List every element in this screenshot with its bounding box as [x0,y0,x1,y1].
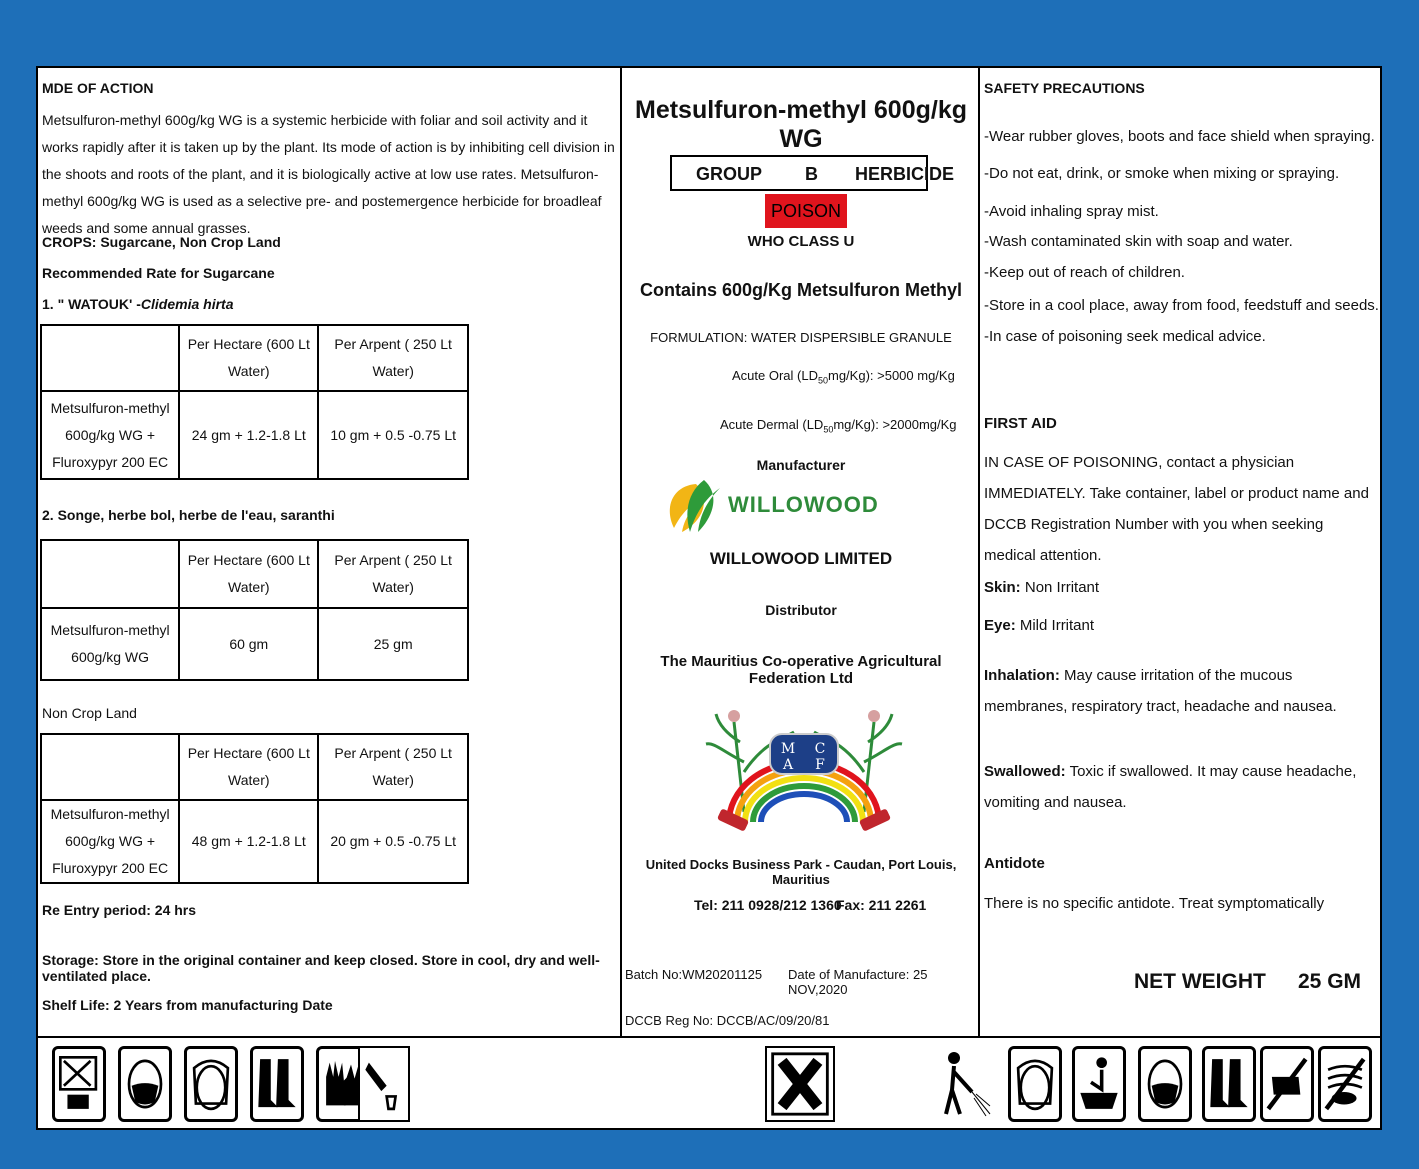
empty-header [41,325,179,391]
distributor-label: Distributor [765,602,837,618]
hectare-cell: 60 gm [179,608,318,680]
safety-item: -Avoid inhaling spray mist. [984,203,1159,220]
manufacturer-label: Manufacturer [756,457,846,473]
willowood-logo [662,476,892,538]
face-shield-icon [1008,1046,1062,1122]
product-cell: Metsulfuron-methyl 600g/kg WG + Fluroxypyr 200 EC [41,800,179,883]
arpent-cell: 25 gm [318,608,468,680]
eye-label: Eye: [984,617,1016,634]
face-mask-icon [118,1046,172,1122]
antidote-title: Antidote [984,855,1045,872]
mcaf-logo-icon [704,702,904,838]
header-arpent: Per Arpent ( 250 Lt Water) [318,325,468,391]
arpent-cell: 10 gm + 0.5 -0.75 Lt [318,391,468,479]
net-weight-label: NET WEIGHT [1134,970,1266,993]
dermal-b: mg/Kg): >2000mg/Kg [833,417,957,432]
noncrop-title: Non Crop Land [42,705,137,721]
safety-title: SAFETY PRECAUTIONS [984,80,1145,96]
safety-item: -Keep out of reach of children. [984,264,1185,281]
arpent-cell: 20 gm + 0.5 -0.75 Lt [318,800,468,883]
wash-hands-icon [1072,1046,1126,1122]
weed-1-name: Clidemia hirta [140,296,234,312]
header-arpent: Per Arpent ( 250 Lt Water) [318,734,468,800]
empty-header [41,734,179,800]
skin-value: Non Irritant [1020,579,1100,596]
weed-1-prefix: 1. " WATOUK' - [42,296,141,312]
safety-item: -Wash contaminated skin with soap and water. [984,233,1293,250]
safety-item: -Wear rubber gloves, boots and face shield when spraying. [984,128,1375,145]
distributor-name: The Mauritius Co-operative Agricultural Federation Ltd [660,653,942,687]
leaf-logo-icon [662,476,724,538]
oral-sub: 50 [817,375,828,386]
who-class: WHO CLASS U [747,233,855,250]
boots-icon [1202,1046,1256,1122]
left-column [38,68,622,1036]
contains-line: Contains 600g/Kg Metsulfuron Methyl [639,280,963,300]
acute-dermal [720,417,957,435]
group-type: HERBICIDE [855,164,955,184]
mcaf-letter: C [814,741,826,757]
weed-1 [42,296,234,312]
dermal-sub: 50 [823,424,834,435]
hectare-cell: 24 gm + 1.2-1.8 Lt [179,391,318,479]
product-cell: Metsulfuron-methyl 600g/kg WG [41,608,179,680]
inhalation-line [984,660,1376,722]
oral-a: Acute Oral (LD [732,368,818,383]
safety-item: -Store in a cool place, away from food, feedstuff and seeds. [984,297,1379,314]
batch-number: Batch No:WM20201125 [625,967,763,982]
product-cell: Metsulfuron-methyl 600g/kg WG + Fluroxypyr 200 EC [41,391,179,479]
eye-value: Mild Irritant [1015,617,1095,634]
swallowed-label: Swallowed: [984,763,1066,780]
header-arpent: Per Arpent ( 250 Lt Water) [318,540,468,608]
no-fish-icon [1318,1046,1372,1122]
formulation: FORMULATION: WATER DISPERSIBLE GRANULE [650,330,952,345]
header-hectare: Per Hectare (600 Lt Water) [179,325,318,391]
antidote-text: There is no specific antidote. Treat symptomatically [984,895,1325,912]
manufacture-date: Date of Manufacture: 25 NOV,2020 [788,967,928,997]
right-column [980,68,1382,1036]
poison-badge: POISON [765,194,847,228]
rate-table-1 [40,324,469,480]
group-box [670,155,955,191]
pictogram-strip [38,1036,1380,1132]
storage-lock-icon [52,1046,106,1122]
first-aid-text: IN CASE OF POISONING, contact a physician IMMEDIATELY. Take container, label or product name and DCCB Registration Number with you when seeking medical attention. [984,454,1369,564]
first-aid-title: FIRST AID [984,415,1057,432]
crops-line: CROPS: Sugarcane, Non Crop Land [42,234,281,250]
safety-item: -In case of poisoning seek medical advice. [984,328,1266,345]
rate-table-2 [40,539,469,681]
logo-text: WILLOWOOD [728,492,879,517]
face-shield-icon [184,1046,238,1122]
dermal-a: Acute Dermal (LD [720,417,824,432]
group-word: GROUP [696,164,763,184]
acute-oral [732,368,955,386]
skin-label: Skin: [984,579,1021,596]
safety-item: -Do not eat, drink, or smoke when mixing or spraying. [984,165,1340,182]
center-column [622,68,980,1036]
empty-header [41,540,179,608]
swallowed-line [984,756,1376,818]
header-hectare: Per Hectare (600 Lt Water) [179,734,318,800]
product-title: Metsulfuron-methyl 600g/kg WG [635,96,967,153]
weed-2: 2. Songe, herbe bol, herbe de l'eau, saranthi [42,507,335,523]
inhalation-value: May cause irritation of the mucous membranes, respiratory tract, headache and nausea. [984,667,1337,715]
hectare-cell: 48 gm + 1.2-1.8 Lt [179,800,318,883]
manufacturer-name: WILLOWOOD LIMITED [709,549,893,568]
product-label [36,66,1382,1130]
swallowed-value: Toxic if swallowed. It may cause headache, vomiting and nausea. [984,763,1357,811]
header-hectare: Per Hectare (600 Lt Water) [179,540,318,608]
rate-table-3 [40,733,469,884]
fax: Fax: 211 2261 [836,897,927,913]
skin-line [984,579,1099,596]
shelf-life: Shelf Life: 2 Years from manufacturing Date [42,997,333,1013]
dccb-reg: DCCB Reg No: DCCB/AC/09/20/81 [625,1013,830,1028]
face-mask-icon [1138,1046,1192,1122]
eye-line [984,617,1094,634]
mcaf-letter: F [815,757,825,773]
mcaf-letter: M [780,741,796,757]
oral-b: mg/Kg): >5000 mg/Kg [828,368,955,383]
inhalation-label: Inhalation: [984,667,1060,684]
no-livestock-icon [1260,1046,1314,1122]
mcaf-letter: A [782,757,794,773]
group-letter: B [805,164,818,184]
rate-title: Recommended Rate for Sugarcane [42,265,275,281]
measuring-icon [358,1046,410,1122]
mode-title: MDE OF ACTION [42,80,154,96]
mode-text: Metsulfuron-methyl 600g/kg WG is a systemic herbicide with foliar and soil activity and it works rapidly after it is taken up by the plant. Its mode of action is by inhibiting cell division in the shoots and roots of the plant, and it is biologically active at low use rates. Metsulfuron-methyl 600g/kg WG is used as a selective pre- and postemergence herbicide for broadleaf weeds and some annual grasses. [42,112,615,236]
net-weight-value: 25 GM [1298,970,1362,993]
reentry-period: Re Entry period: 24 hrs [42,902,197,918]
address: United Docks Business Park - Caudan, Port Louis, Mauritius [645,857,957,887]
boots-icon [250,1046,304,1122]
sprayer-icon [938,1046,992,1122]
harmful-x-icon [765,1046,835,1122]
telephone: Tel: 211 0928/212 1360 [694,897,842,913]
storage-text: Storage: Store in the original container and keep closed. Store in cool, dry and well-ventilated place. [42,952,600,984]
